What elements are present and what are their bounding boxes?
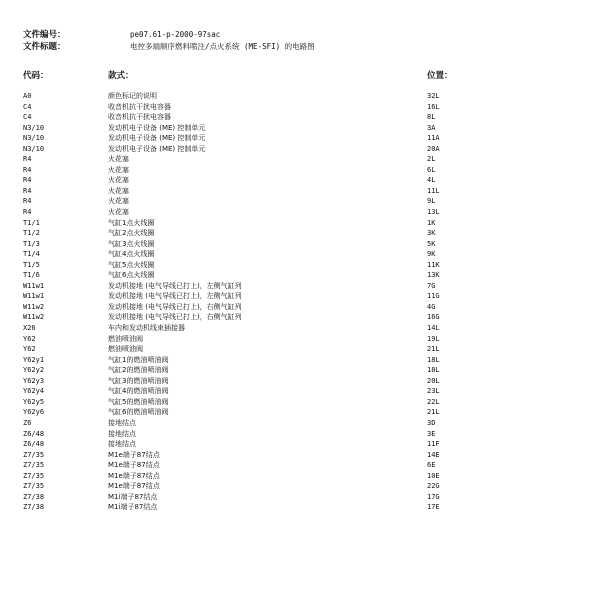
component-location: 20L bbox=[427, 376, 440, 385]
component-description: 气缸2点火线圈 bbox=[108, 229, 155, 238]
component-description: 接地结点 bbox=[108, 418, 136, 427]
table-row bbox=[0, 112, 604, 123]
component-code: R4 bbox=[23, 155, 32, 164]
table-row bbox=[0, 429, 604, 440]
component-location: 11L bbox=[427, 186, 440, 195]
table-row bbox=[0, 165, 604, 176]
component-location: 4G bbox=[427, 302, 436, 311]
component-location: 2L bbox=[427, 155, 436, 164]
component-location: 9K bbox=[427, 250, 436, 259]
column-header-code: 代码： bbox=[23, 71, 49, 81]
component-description: 接地结点 bbox=[108, 440, 136, 449]
component-description: 气缸5点火线圈 bbox=[108, 260, 155, 269]
component-location: 17G bbox=[427, 492, 440, 501]
component-description: M1i端子87结点 bbox=[108, 492, 158, 501]
component-description: 气缸4点火线圈 bbox=[108, 250, 155, 259]
component-location: 6L bbox=[427, 165, 436, 174]
component-location: 19L bbox=[427, 334, 440, 343]
component-location: 11A bbox=[427, 134, 440, 143]
component-location: 3A bbox=[427, 123, 436, 132]
component-code: A0 bbox=[23, 92, 32, 100]
table-row bbox=[0, 355, 604, 366]
component-code: T1/2 bbox=[23, 229, 40, 238]
component-location: 5K bbox=[427, 239, 436, 248]
component-description: M1e端子87结点 bbox=[108, 471, 160, 480]
table-row bbox=[0, 386, 604, 397]
component-location: 3E bbox=[427, 429, 436, 438]
table-row bbox=[0, 450, 604, 461]
table-row bbox=[0, 312, 604, 323]
component-code: Y62y1 bbox=[23, 355, 45, 364]
component-description: 火花塞 bbox=[108, 155, 129, 164]
table-row bbox=[0, 502, 604, 513]
component-description: 车内和发动机线束插接器 bbox=[108, 324, 185, 333]
component-list bbox=[0, 91, 604, 513]
table-row bbox=[0, 144, 604, 155]
component-description: 燃油喷油阀 bbox=[108, 334, 143, 343]
component-code: T1/5 bbox=[23, 260, 40, 269]
table-row bbox=[0, 123, 604, 134]
component-description: 收音机抗干扰电容器 bbox=[108, 102, 171, 111]
component-description: 气缸2的燃油喷油阀 bbox=[108, 366, 169, 375]
column-header-location: 位置： bbox=[427, 71, 453, 81]
table-row bbox=[0, 133, 604, 144]
component-location: 4L bbox=[427, 176, 436, 185]
component-description: 气缸6点火线圈 bbox=[108, 271, 155, 280]
component-description: 火花塞 bbox=[108, 176, 129, 185]
component-location: 22L bbox=[427, 397, 440, 406]
component-description: M1i端子87结点 bbox=[108, 503, 158, 512]
component-code: R4 bbox=[23, 186, 32, 195]
component-code: Z7/35 bbox=[23, 450, 45, 459]
component-code: Y62y5 bbox=[23, 397, 45, 406]
table-row bbox=[0, 492, 604, 503]
table-row bbox=[0, 302, 604, 313]
table-row bbox=[0, 397, 604, 408]
component-code: C4 bbox=[23, 113, 32, 122]
component-code: R4 bbox=[23, 197, 32, 206]
table-row bbox=[0, 407, 604, 418]
component-code: Y62 bbox=[23, 345, 36, 354]
component-location: 11G bbox=[427, 292, 440, 301]
table-row bbox=[0, 154, 604, 165]
component-code: N3/10 bbox=[23, 134, 45, 143]
table-row bbox=[0, 365, 604, 376]
table-row bbox=[0, 196, 604, 207]
component-location: 13K bbox=[427, 271, 440, 280]
component-code: W11w2 bbox=[23, 313, 45, 322]
component-code: Z7/35 bbox=[23, 461, 45, 470]
component-code: X26 bbox=[23, 324, 36, 333]
table-row bbox=[0, 460, 604, 471]
table-row bbox=[0, 228, 604, 239]
table-row bbox=[0, 376, 604, 387]
file-title-value: 电控多端顺序燃料喷注/点火系统 (ME-SFI) 的电路图 bbox=[130, 42, 315, 51]
column-header-description: 款式： bbox=[108, 71, 134, 81]
component-location: 32L bbox=[427, 92, 440, 100]
component-code: N3/10 bbox=[23, 144, 45, 153]
component-code: R4 bbox=[23, 176, 32, 185]
component-description: 气缸5的燃油喷油阀 bbox=[108, 397, 169, 406]
table-row bbox=[0, 418, 604, 429]
component-location: 21L bbox=[427, 408, 440, 417]
component-code: T1/1 bbox=[23, 218, 40, 227]
component-description: 气缸1点火线圈 bbox=[108, 218, 155, 227]
component-location: 18L bbox=[427, 355, 440, 364]
component-description: 发动机电子设备 (ME) 控制单元 bbox=[108, 123, 206, 132]
component-location: 14L bbox=[427, 324, 440, 333]
table-row bbox=[0, 239, 604, 250]
component-location: 10E bbox=[427, 471, 440, 480]
component-location: 22G bbox=[427, 482, 440, 491]
component-description: 发动机接地 (电气导线已打上)，左侧气缸列 bbox=[108, 281, 242, 290]
component-location: 11K bbox=[427, 260, 440, 269]
component-description: 气缸3点火线圈 bbox=[108, 239, 155, 248]
component-code: T1/6 bbox=[23, 271, 40, 280]
table-row bbox=[0, 439, 604, 450]
component-code: R4 bbox=[23, 165, 32, 174]
component-description: 气缸4的燃油喷油阀 bbox=[108, 387, 169, 396]
component-description: 颜色标记的说明 bbox=[108, 92, 157, 100]
table-row bbox=[0, 186, 604, 197]
component-location: 8L bbox=[427, 113, 436, 122]
component-description: 接地结点 bbox=[108, 429, 136, 438]
component-description: 发动机接地 (电气导线已打上)，右侧气缸列 bbox=[108, 313, 242, 322]
component-code: Y62y2 bbox=[23, 366, 45, 375]
table-row bbox=[0, 102, 604, 113]
component-code: Y62y4 bbox=[23, 387, 45, 396]
component-code: W11w1 bbox=[23, 292, 45, 301]
component-description: 气缸6的燃油喷油阀 bbox=[108, 408, 169, 417]
table-row bbox=[0, 471, 604, 482]
component-description: 燃油喷油阀 bbox=[108, 345, 143, 354]
component-code: Z6/48 bbox=[23, 429, 45, 438]
component-description: 发动机接地 (电气导线已打上)，右侧气缸列 bbox=[108, 302, 242, 311]
component-location: 7G bbox=[427, 281, 436, 290]
component-description: 发动机电子设备 (ME) 控制单元 bbox=[108, 134, 206, 143]
component-description: M1e端子87结点 bbox=[108, 482, 160, 491]
table-row bbox=[0, 291, 604, 302]
component-code: Y62 bbox=[23, 334, 36, 343]
component-description: 火花塞 bbox=[108, 165, 129, 174]
component-location: 16G bbox=[427, 313, 440, 322]
table-row bbox=[0, 334, 604, 345]
component-description: 气缸3的燃油喷油阀 bbox=[108, 376, 169, 385]
component-location: 3D bbox=[427, 418, 436, 427]
component-code: Z7/38 bbox=[23, 503, 45, 512]
table-row bbox=[0, 260, 604, 271]
table-row bbox=[0, 281, 604, 292]
component-location: 21L bbox=[427, 345, 440, 354]
file-number-label: 文件编号： bbox=[23, 30, 66, 40]
table-row bbox=[0, 175, 604, 186]
table-row bbox=[0, 481, 604, 492]
table-row bbox=[0, 91, 604, 102]
table-row bbox=[0, 218, 604, 229]
component-code: W11w1 bbox=[23, 281, 45, 290]
component-location: 11F bbox=[427, 440, 440, 449]
component-description: M1e端子87结点 bbox=[108, 461, 160, 470]
component-code: Z6/48 bbox=[23, 440, 45, 449]
component-code: Z7/35 bbox=[23, 482, 45, 491]
file-title-label: 文件标题： bbox=[23, 42, 66, 52]
component-code: Y62y6 bbox=[23, 408, 45, 417]
component-location: 20A bbox=[427, 144, 440, 153]
component-description: 火花塞 bbox=[108, 208, 129, 217]
component-description: M1e端子87结点 bbox=[108, 450, 160, 459]
component-location: 13L bbox=[427, 208, 440, 217]
table-row bbox=[0, 323, 604, 334]
component-description: 收音机抗干扰电容器 bbox=[108, 113, 171, 122]
component-code: C4 bbox=[23, 102, 32, 111]
component-description: 气缸1的燃油喷油阀 bbox=[108, 355, 169, 364]
component-code: Z6 bbox=[23, 418, 32, 427]
component-location: 18L bbox=[427, 366, 440, 375]
component-description: 发动机电子设备 (ME) 控制单元 bbox=[108, 144, 206, 153]
component-location: 9L bbox=[427, 197, 436, 206]
table-row bbox=[0, 249, 604, 260]
component-location: 23L bbox=[427, 387, 440, 396]
component-location: 6E bbox=[427, 461, 436, 470]
table-row bbox=[0, 344, 604, 355]
component-description: 火花塞 bbox=[108, 197, 129, 206]
file-number-value: pe07.61-p-2000-97sac bbox=[130, 30, 221, 39]
component-code: Z7/38 bbox=[23, 492, 45, 501]
component-code: W11w2 bbox=[23, 302, 45, 311]
component-code: T1/4 bbox=[23, 250, 40, 259]
component-description: 发动机接地 (电气导线已打上)，左侧气缸列 bbox=[108, 292, 242, 301]
component-code: T1/3 bbox=[23, 239, 40, 248]
component-location: 17E bbox=[427, 503, 440, 512]
component-location: 16L bbox=[427, 102, 440, 111]
component-code: R4 bbox=[23, 208, 32, 217]
component-description: 火花塞 bbox=[108, 186, 129, 195]
component-location: 3K bbox=[427, 229, 436, 238]
component-location: 14E bbox=[427, 450, 440, 459]
component-code: Y62y3 bbox=[23, 376, 45, 385]
component-location: 1K bbox=[427, 218, 436, 227]
component-code: N3/10 bbox=[23, 123, 45, 132]
table-row bbox=[0, 207, 604, 218]
table-row bbox=[0, 270, 604, 281]
component-code: Z7/35 bbox=[23, 471, 45, 480]
